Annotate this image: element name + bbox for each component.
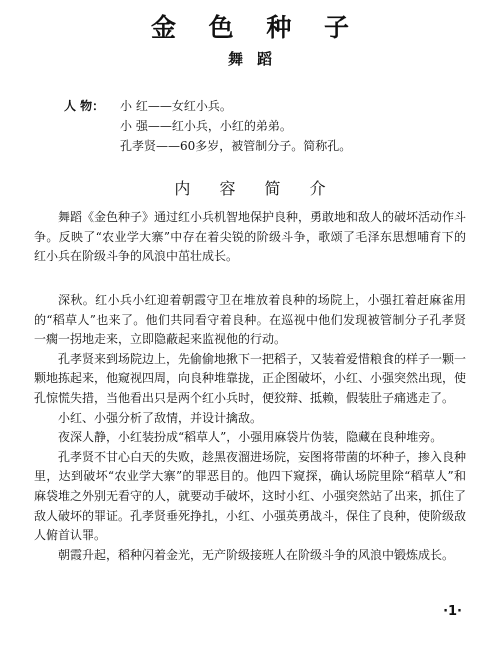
story-paragraph: 孔孝贤不甘心白天的失败，趁黑夜溜进场院，妄图将带菌的坏种子，掺入良种里，达到破坏“农业学大寨”的罪恶目的。他四下窥探，确认场院里除“稻草人”和麻袋堆之外别无看守的人，就要动手破坏，这时小红、小强突然站了出来，抓住了敌人破坏的罪证。孔孝贤垂死挣扎，小红、小强英勇战斗，保住了良种，使阶级敌人俯首认罪。 — [34, 449, 467, 543]
cast-label: 人 物： — [64, 99, 105, 113]
genre-subtitle: 舞蹈 — [227, 50, 286, 68]
story-section — [34, 291, 466, 565]
story-paragraph: 小红、小强分析了敌情，并设计擒敌。 — [58, 410, 263, 425]
story-paragraph: 孔孝贤来到场院边上，先偷偷地揪下一把稻子，又装着爱惜粮食的样子一颗一颗地拣起来，他窥视四周，向良种堆靠拢，正企图破坏，小红、小强突然出现，使孔惊慌失措，当他看出只是两个红小兵时，便狡辩、抵赖，假装肚子痛逃走了。 — [34, 351, 467, 405]
cast-member: 小 红——女红小兵。 — [120, 99, 232, 113]
cast-lines — [120, 96, 351, 156]
section-title: 内 容 简 介 — [174, 179, 338, 198]
story-paragraph: 深秋。红小兵小红迎着朝霞守卫在堆放着良种的场院上，小强扛着赶麻雀用的“稻草人”也来了。他们共同看守着良种。在巡视中他们发现被管制分子孔孝贤一瘸一拐地走来，立即隐蔽起来监视他的行动。 — [34, 293, 466, 347]
intro-paragraph: 舞蹈《金色种子》通过红小兵机智地保护良种，勇敢地和敌人的破坏活动作斗争。反映了“农业学大寨”中存在着尖锐的阶级斗争，歌颂了毛泽东思想哺育下的红小兵在阶级斗争的风浪中茁壮成长。 — [34, 210, 467, 264]
cast-member: 小 强——红小兵，小红的弟弟。 — [120, 119, 292, 133]
document-title: 金 色 种 子 — [150, 13, 362, 42]
cast-member: 孔孝贤——60多岁，被管制分子。简称孔。 — [120, 139, 352, 153]
intro-section — [34, 208, 466, 267]
story-paragraph: 夜深人静，小红装扮成“稻草人”，小强用麻袋片伪装，隐藏在良种堆旁。 — [58, 430, 443, 445]
page-number: ·1· — [443, 604, 462, 619]
story-paragraph: 朝霞升起，稻种闪着金光，无产阶级接班人在阶级斗争的风浪中锻炼成长。 — [58, 547, 455, 562]
